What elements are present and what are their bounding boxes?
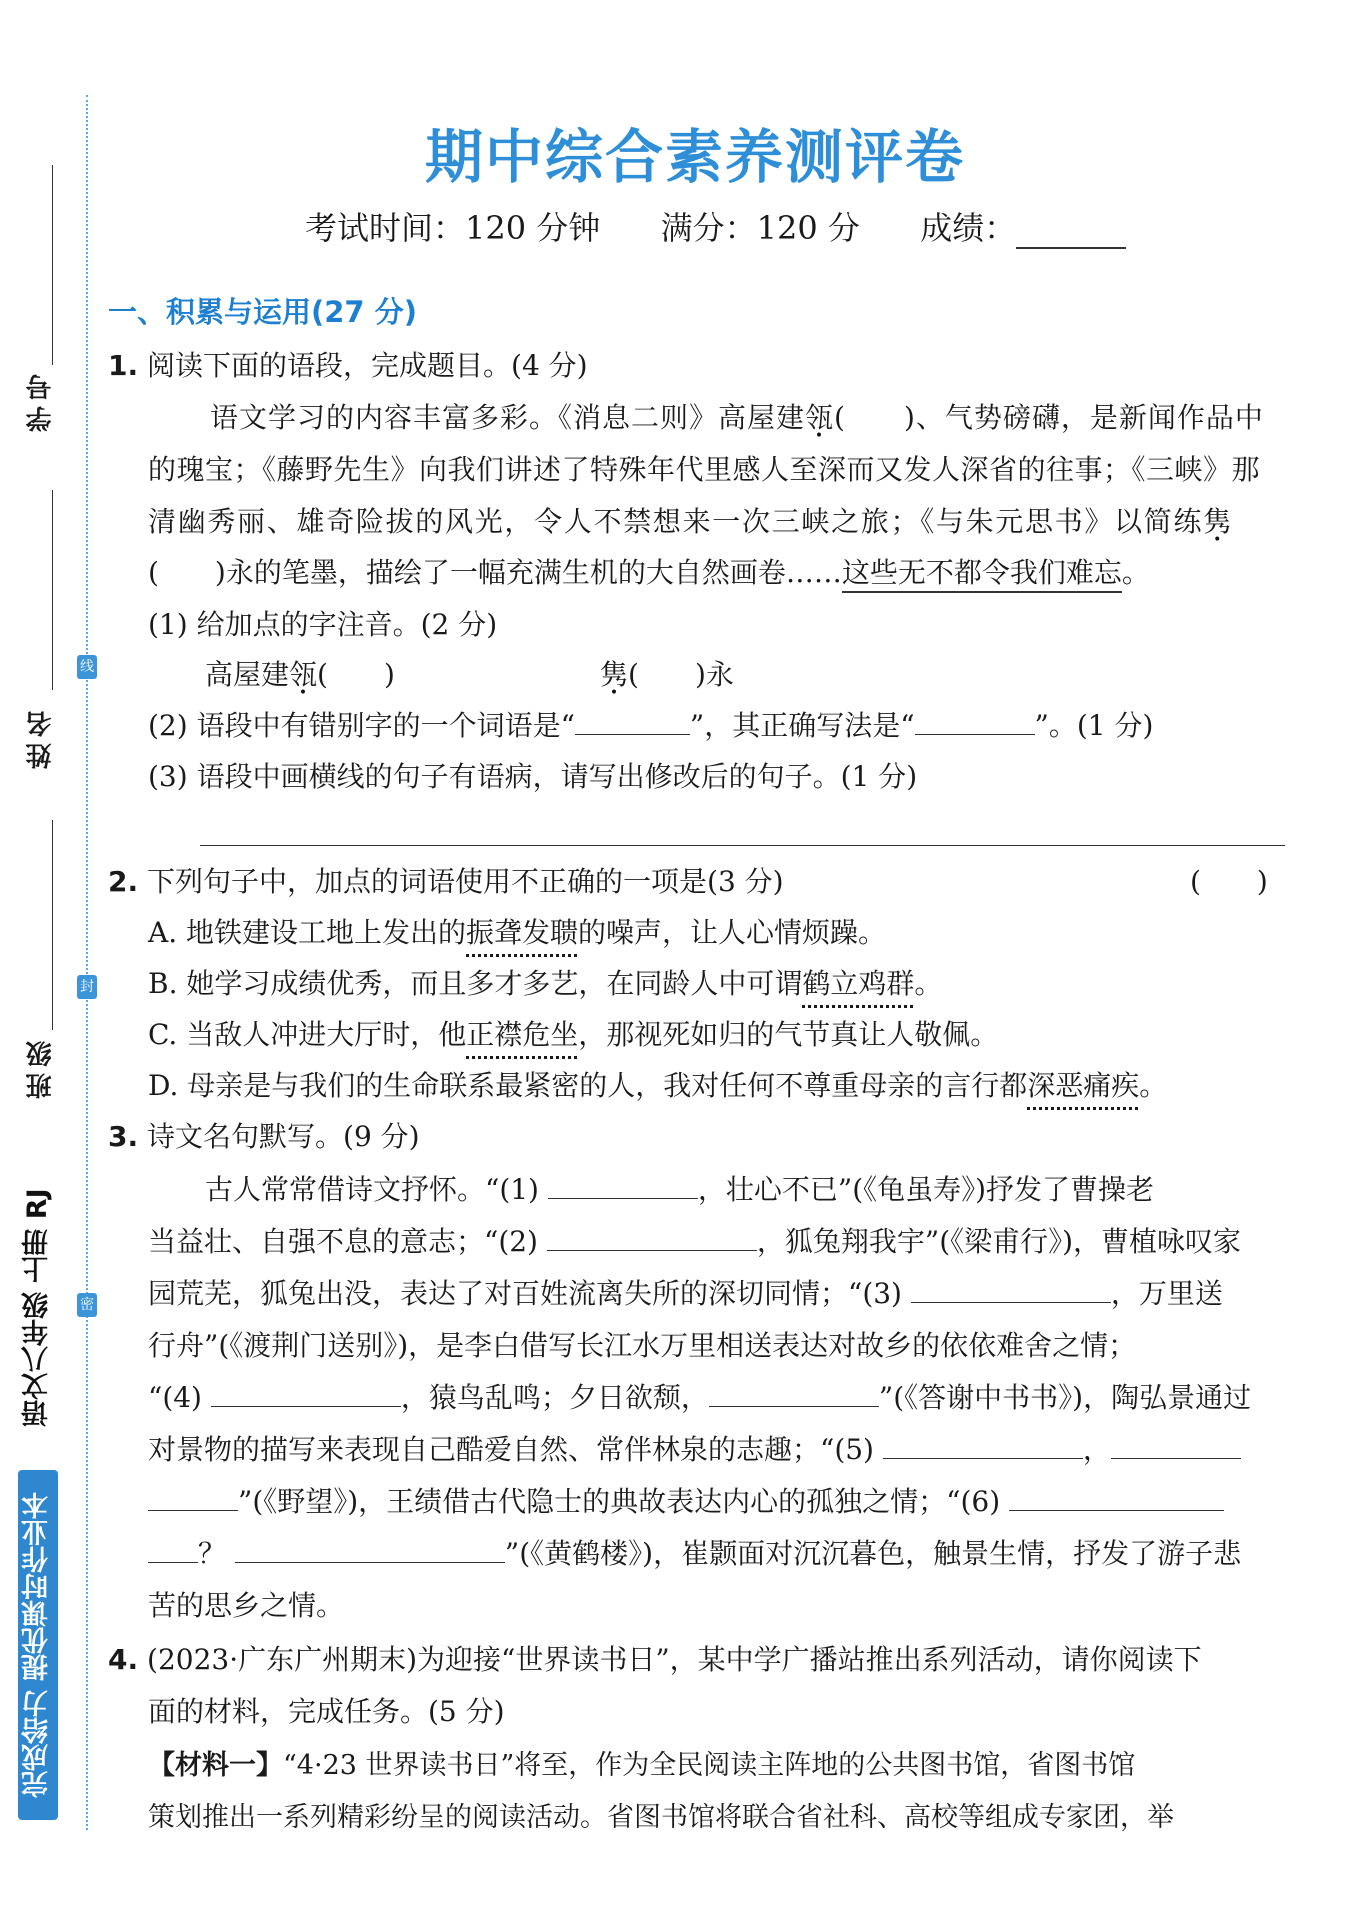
page-title: 期中综合素养测评卷 — [424, 123, 965, 191]
q4-stem-line1: 4. (2023·广东广州期末)为迎接“世界读书日”，某中学广播站推出系列活动，请你阅读下 — [108, 1643, 1202, 1676]
q2-stem: 2. 下列句子中，加点的词语使用不正确的一项是(3 分) — [108, 865, 784, 898]
blank-poem-6b[interactable] — [148, 1534, 198, 1563]
q2-answer-bracket[interactable]: ( ) — [1190, 865, 1268, 898]
dotted-char: 瓴 — [289, 658, 318, 691]
q1-paragraph-line4: ( )永的笔墨，描绘了一幅充满生机的大自然画卷……这些无不都令我们难忘。 — [148, 553, 1150, 593]
blank-poem-1[interactable] — [548, 1170, 698, 1199]
q2-number: 2. — [108, 865, 139, 898]
class-label: 班级 — [26, 1035, 56, 1099]
q3-line7: ”(《野望》)，王绩借古代隐士的典故表达内心的孤独之情；“(6) — [148, 1482, 1224, 1522]
q3-line4: 行舟”(《渡荆门送别》)，是李白借写长江水万里相送表达对故乡的依依难舍之情； — [148, 1329, 1137, 1362]
binding-tag-xian: 线 — [77, 655, 97, 679]
score-label: 成绩： — [920, 209, 1017, 247]
binding-tag-mi: 密 — [77, 1293, 97, 1317]
section-heading: 一、积累与运用(27 分) — [108, 295, 417, 329]
blank-poem-5c[interactable] — [148, 1482, 238, 1511]
exam-time: 考试时间：120 分钟 — [305, 209, 601, 247]
q3-number: 3. — [108, 1120, 139, 1153]
score-blank[interactable] — [1016, 215, 1126, 249]
q1-stem: 1. 阅读下面的语段，完成题目。(4 分) — [108, 349, 588, 382]
dotted-char: 隽 — [1203, 505, 1233, 538]
binding-margin — [0, 0, 95, 1912]
q4-material1-line2: 策划推出一系列精彩纷呈的阅读活动。省图书馆将联合省社科、高校等组成专家团，举 — [148, 1802, 1174, 1833]
brand-label: 完成给力 提优课时作业本 — [18, 1470, 58, 1820]
q1-number: 1. — [108, 349, 139, 382]
q1-sub1-item-a: 高屋建瓴( ) — [205, 658, 395, 691]
blank-correct-word[interactable] — [915, 706, 1035, 735]
dotted-phrase: 鹤立鸡群 — [802, 967, 915, 1000]
grade-label: 语文八年级 上册 RJ — [22, 1188, 53, 1428]
q4-number: 4. — [108, 1643, 139, 1676]
blank-wrong-word[interactable] — [575, 706, 690, 735]
q3-line6: 对景物的描写来表现自己酷爱自然、常伴林泉的志趣；“(5) ， — [148, 1430, 1241, 1470]
q2-option-b[interactable]: B. 她学习成绩优秀，而且多才多艺，在同龄人中可谓鹤立鸡群。 — [148, 967, 943, 1000]
name-line[interactable] — [52, 490, 53, 690]
q3-line2: 当益壮、自强不息的意志；“(2) ，狐兔翔我宇”(《梁甫行》)，曹植咏叹家 — [148, 1222, 1241, 1262]
name-label: 姓名 — [26, 705, 56, 769]
q1-sub2: (2) 语段中有错别字的一个词语是“ ”，其正确写法是“ ”。(1 分) — [148, 706, 1153, 746]
q1-paragraph-line1: 语文学习的内容丰富多彩。《消息二则》高屋建瓴( )、气势磅礴，是新闻作品中 — [210, 401, 1264, 434]
binding-dotted-line — [86, 95, 88, 1830]
q3-line8: ？ ”(《黄鹤楼》)，崔颢面对沉沉暮色，触景生情，抒发了游子悲 — [148, 1534, 1241, 1574]
q1-paragraph-line2: 的瑰宝；《藤野先生》向我们讲述了特殊年代里感人至深而又发人深省的往事；《三峡》那 — [148, 453, 1261, 486]
q1-paragraph-line3: 清幽秀丽、雄奇险拔的风光，令人不禁想来一次三峡之旅；《与朱元思书》以简练隽 — [148, 505, 1233, 538]
student-no-label: 学号 — [26, 368, 56, 432]
blank-poem-4a[interactable] — [211, 1378, 401, 1407]
q1-sub1-item-b: 隽( )永 — [600, 658, 734, 691]
q3-line5: “(4) ，猿鸟乱鸣；夕日欲颓， ”(《答谢中书书》)，陶弘景通过 — [148, 1378, 1251, 1418]
q3-line3: 园荒芜，狐兔出没，表达了对百姓流离失所的深切同情；“(3) ，万里送 — [148, 1274, 1223, 1314]
student-no-line[interactable] — [52, 165, 53, 365]
q3-line1: 古人常常借诗文抒怀。“(1) ，壮心不已”(《龟虽寿》)抒发了曹操老 — [205, 1170, 1154, 1210]
q4-stem-line2: 面的材料，完成任务。(5 分) — [148, 1695, 505, 1728]
full-score: 满分：120 分 — [660, 209, 860, 247]
q3-stem: 3. 诗文名句默写。(9 分) — [108, 1120, 420, 1153]
material-tag: 【材料一】 — [148, 1750, 283, 1781]
blank-poem-2[interactable] — [547, 1222, 757, 1251]
dotted-phrase: 振聋发聩 — [466, 916, 579, 949]
q1-sub1: (1) 给加点的字注音。(2 分) — [148, 608, 498, 641]
blank-poem-5a[interactable] — [883, 1430, 1083, 1459]
book-label-bar — [18, 1158, 58, 1820]
q2-option-a[interactable]: A. 地铁建设工地上发出的振聋发聩的噪声，让人心情烦躁。 — [148, 916, 887, 949]
dotted-char: 隽 — [600, 658, 629, 691]
q3-line9: 苦的思乡之情。 — [148, 1589, 345, 1622]
binding-tag-feng: 封 — [77, 975, 97, 999]
q4-material1-line1: 【材料一】“4·23 世界读书日”将至，作为全民阅读主阵地的公共图书馆，省图书馆 — [148, 1750, 1136, 1781]
class-line[interactable] — [52, 820, 53, 1030]
dotted-phrase: 深恶痛疾 — [1027, 1069, 1140, 1102]
underlined-sentence: 这些无不都令我们难忘 — [842, 556, 1122, 593]
blank-poem-3[interactable] — [911, 1274, 1111, 1303]
q1-sub3: (3) 语段中画横线的句子有语病，请写出修改后的句子。(1 分) — [148, 760, 918, 793]
exam-info — [305, 203, 1126, 249]
blank-poem-6a[interactable] — [1009, 1482, 1224, 1511]
dotted-phrase: 正襟危坐 — [466, 1018, 579, 1051]
dotted-char: 瓴 — [805, 401, 835, 434]
q1-sub3-answer-line[interactable] — [200, 845, 1285, 846]
q2-option-c[interactable]: C. 当敌人冲进大厅时，他正襟危坐，那视死如归的气节真让人敬佩。 — [148, 1018, 999, 1051]
blank-poem-6c[interactable] — [235, 1534, 505, 1563]
blank-poem-5b[interactable] — [1111, 1430, 1241, 1459]
blank-poem-4b[interactable] — [709, 1378, 879, 1407]
q2-option-d[interactable]: D. 母亲是与我们的生命联系最紧密的人，我对任何不尊重母亲的言行都深恶痛疾。 — [148, 1069, 1168, 1102]
